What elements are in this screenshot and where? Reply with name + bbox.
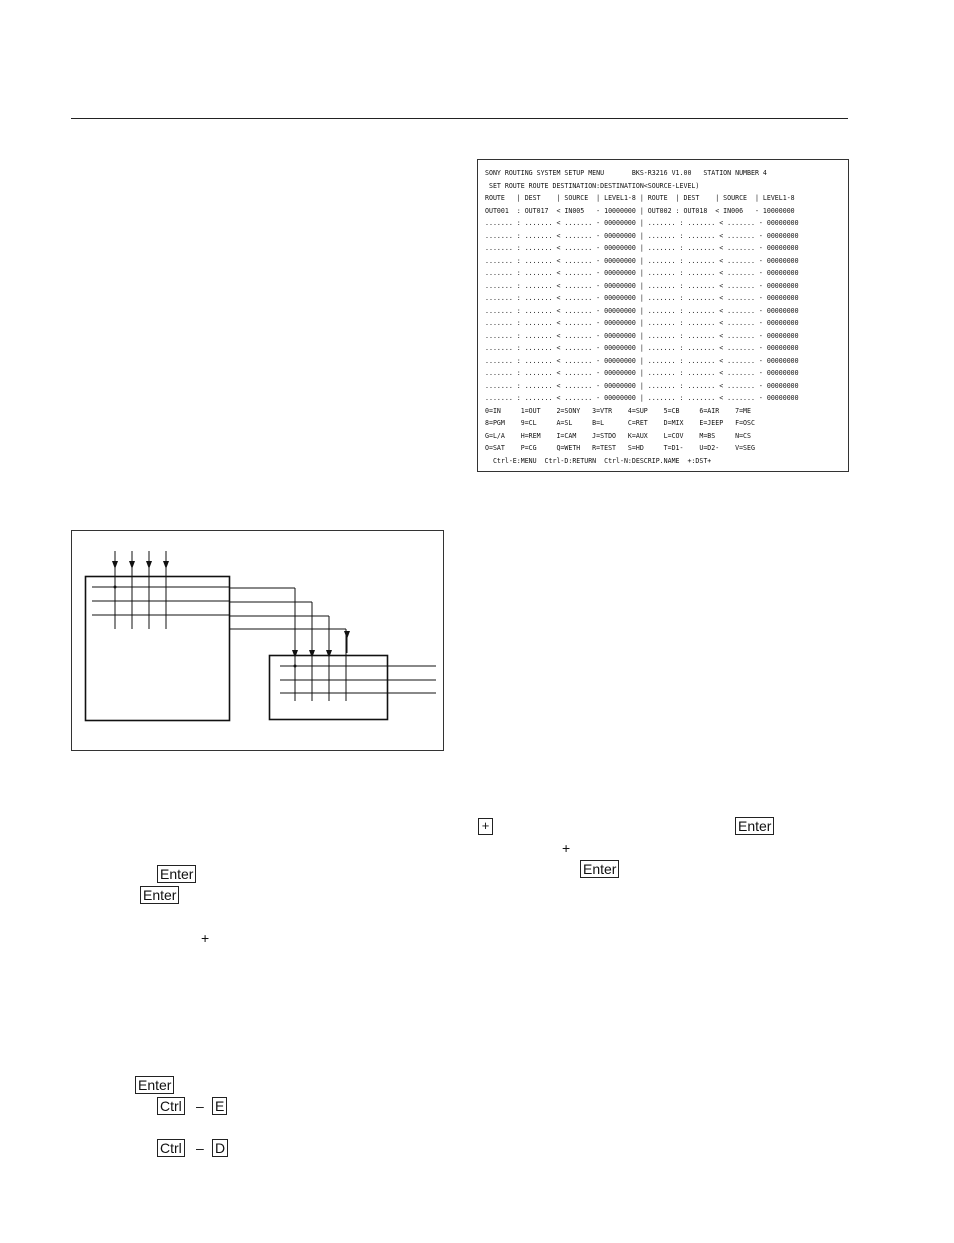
enter-key: Enter bbox=[135, 1076, 174, 1094]
enter-key: Enter bbox=[140, 886, 179, 904]
plus-sign: + bbox=[562, 840, 571, 856]
routing-setup-menu-screen bbox=[477, 159, 849, 472]
screen-text: SONY ROUTING SYSTEM SETUP MENU BKS-R3216 V1.00 STATION NUMBER 4 SET ROUTE ROUTE DESTINATION:DESTINATION<SOURCE-LEVEL) ROUTE | DEST | SOURCE | LEVEL1-8 | ROUTE | DEST | SOURCE | LEVEL1-8 OUT001 : OUT017 < IN005 - 10000000 | OUT002 : OUT018 < IN006 - 10000000 ....... : ....... < ....... - 00000000 | ....... : ....... < ....... - 00000000 ....... : ....... < ....... - 00000000 | ....... : ....... < ....... - 00000000 ....... : ....... < ....... - 00000000 | ....... : ....... < ....... - 00000000 ....... : ....... < ....... - 00000000 | ....... : ....... < ....... - 00000000 ....... : ....... < ....... - 00000000 | ....... : ....... < ....... - 00000000 ....... : ....... < ....... - 00000000 | ....... : ....... < ....... - 00000000 ....... : ....... < ....... - 00000000 | ....... : ....... < ....... - 00000000 ....... : ....... < ....... - 00000000 | ....... : ....... < ....... - 00000000 ....... : ....... < ....... - 00000000 | ....... : ....... < ....... - 00000000 ....... : ....... < ....... - 00000000 | ....... : ....... < ....... - 00000000 ....... : ....... < ....... - 00000000 | ....... : ....... < ....... - 00000000 ....... : ....... < ....... - 00000000 | ....... : ....... < ....... - 00000000 ....... : ....... < ....... - 00000000 | ....... : ....... < ....... - 00000000 ....... : ....... < ....... - 00000000 | ....... : ....... < ....... - 00000000 ....... : ....... < ....... - 00000000 | ....... : ....... < ....... - 00000000 0=IN 1=OUT 2=SONY 3=VTR 4=SUP 5=CB 6=AIR 7=ME 8=PGM 9=CL A=SL B=L C=RET D=MIX E=JEEP F=OSC G=L/A H=REM I=CAM J=STDO K=AUX L=COV M=BS N=CS O=SAT P=CG Q=WETH R=TEST S=HD T=D1- U=D2- V=SEG Ctrl-E:MENU Ctrl-D:RETURN Ctrl-N:DESCRIP.NAME +:DST+ bbox=[485, 169, 799, 465]
key-separator: – bbox=[196, 1098, 204, 1114]
enter-key: Enter bbox=[735, 817, 774, 835]
enter-key: Enter bbox=[580, 860, 619, 878]
ctrl-key: Ctrl bbox=[157, 1139, 185, 1157]
plus-key: + bbox=[478, 818, 493, 835]
routing-matrix-diagram bbox=[71, 530, 444, 751]
matrix-diagram-svg bbox=[72, 531, 445, 752]
plus-sign: + bbox=[201, 930, 210, 946]
enter-key: Enter bbox=[157, 865, 196, 883]
d-key: D bbox=[212, 1139, 228, 1157]
header-rule bbox=[71, 118, 848, 119]
key-separator: – bbox=[196, 1140, 204, 1156]
primary-matrix-box bbox=[86, 577, 230, 721]
e-key: E bbox=[212, 1097, 227, 1115]
ctrl-key: Ctrl bbox=[157, 1097, 185, 1115]
